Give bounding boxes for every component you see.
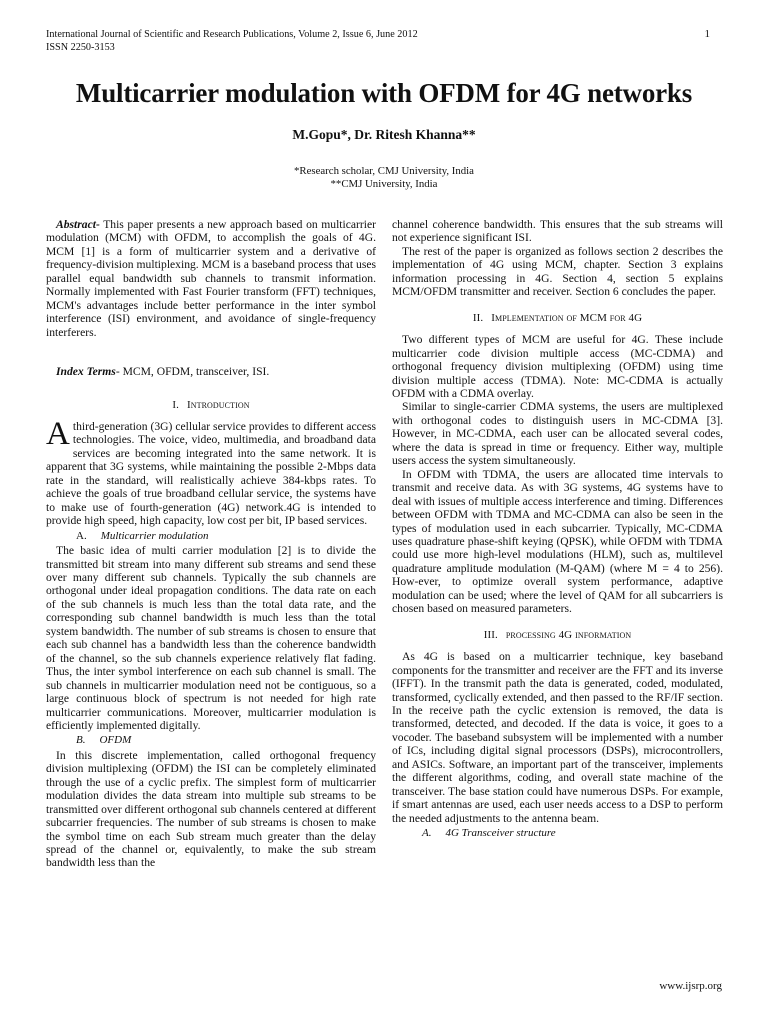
processing-paragraph: As 4G is based on a multicarrier technique, key baseband components for the transmitter and receiver are the FFT and its inverse (IFFT). In the transmit path the data is generated, coded, modulated, transformed, cyclically extended, and then passed to the RF/IF section. In the receive path the cyclic extension is removed, the data is transformed, detected, and decoded. If the data is voice, it goes to a vocoder. The baseband subsystem will be implemented with a number of ICs, including digital signal processors (DSPs), microcontrollers, and ASICs. Software, an important part of the transceiver, implements the different algorithms, coding, and overall state machine of the transceiver. The base station could have numerous DSPs. For example, if smart antennas are used, each user needs access to a DSP to perform the needed adjustments to the antenna beam. xyxy=(392,650,723,825)
implementation-paragraph-3: In OFDM with TDMA, the users are allocated time intervals to transmit and receive data. As with 3G systems, 4G systems have to deal with issues of multiple access interference and timing. Differences between OFDM with TDMA and MC-CDMA can also be seen in the types of modulation used in each subcarrier. Typically, MC-CDMA uses quadrature phase-shift keying (QPSK), while OFDM with TDMA could use more high-level modulations (HLM), such as, multilevel quadrature amplitude modulation (M-QAM) (where M = 4 to 256). How-ever, to optimize overall system performance, adaptive modulation can be used; where the level of QAM for all subcarriers is chosen based on measured parameters. xyxy=(392,467,723,616)
journal-url: www.ijsrp.org xyxy=(659,980,722,992)
subsection-heading-mcm xyxy=(76,530,376,543)
section-title: processing 4G information xyxy=(505,628,632,641)
implementation-paragraph-2: Similar to single-carrier CDMA systems, the users are multiplexed with orthogonal codes to distinguish users in MC-CDMA [3]. However, in MC-CDMA, each user can be allocated several codes, where the data is spread in time or frequency. Either way, multiple users access the system simultaneously. xyxy=(392,400,723,468)
section-title: Introduction xyxy=(186,398,250,411)
section-number: I. xyxy=(172,398,179,411)
abstract-label: Abstract- xyxy=(56,218,100,231)
paper-title: Multicarrier modulation with OFDM for 4G networks xyxy=(75,78,693,108)
journal-citation: International Journal of Scientific and Research Publications, Volume 2, Issue 6, June 2012 xyxy=(46,29,418,40)
abstract-text: This paper presents a new approach based on multicarrier modulation (MCM) with OFDM, to accomplish the goals of 4G. MCM [1] is a form of multicarrier system and a derivative of frequency-division multiplexing. MCM is a baseband process that uses parallel equal bandwidth sub channels to transmit information. Normally implemented with Fast Fourier transform (FFT) techniques, MCM's advantages include better performance in the inter symbol interference (ISI) environment, and avoidance of single-frequency interferers. xyxy=(46,218,376,339)
subsection-title: 4G Transceiver structure xyxy=(445,827,556,840)
section-heading-processing xyxy=(392,629,723,642)
section-number: II. xyxy=(472,311,484,324)
left-column xyxy=(46,218,376,870)
organization-paragraph: The rest of the paper is organized as follows section 2 describes the implementation of 4G using MCM, chapter. Section 3 explains information processing in 4G. Section 4, section 5 explains MCM/OFDM transmitter and receiver. Section 6 concludes the paper. xyxy=(392,244,723,299)
affiliation-2: **CMJ University, India xyxy=(330,178,438,190)
index-terms-text: - MCM, OFDM, transceiver, ISI. xyxy=(115,365,270,379)
continued-paragraph: channel coherence bandwidth. This ensures that the sub streams will not experience significant ISI. xyxy=(392,218,723,245)
subsection-heading-transceiver xyxy=(422,827,723,840)
implementation-paragraph-1: Two different types of MCM are useful for 4G. These include multicarrier code division multiple access (MC-CDMA) and orthogonal frequency division multiplexing (OFDM) using time division multiple access (TDMA). Note: MC-CDMA is actually OFDM with a CDMA overlay. xyxy=(392,333,723,400)
section-heading-implementation xyxy=(392,312,723,325)
page-number: 1 xyxy=(704,28,710,40)
abstract xyxy=(46,218,376,339)
subsection-number: A. xyxy=(422,827,432,840)
subsection-title: Multicarrier modulation xyxy=(100,529,209,542)
author-list: M.Gopu*, Dr. Ritesh Khanna** xyxy=(292,127,476,142)
subsection-number: A. xyxy=(76,529,87,542)
drop-cap: A xyxy=(46,415,70,452)
section-heading-introduction xyxy=(46,399,376,412)
mcm-paragraph: The basic idea of multi carrier modulation [2] is to divide the transmitted bit stream into many different sub streams and send these over many different sub channels. Typically the sub channels are orthogonal under ideal propagation conditions. The data rate on each of the sub channels is much less than the total data rate, and the corresponding sub channel bandwidth is much less than the total system bandwidth. The number of sub streams is chosen to ensure that each sub channel has a bandwidth less than the coherence bandwidth of the channel, so the sub channels experience relatively flat fading. Thus, the inter symbol interference on each sub channel is small. The sub channels in multicarrier modulation need not be contiguous, so a large continuous block of spectrum is not needed for high rate multicarrier communications. Moreover, multicarrier modulation is efficiently implemented digitally. xyxy=(46,544,376,732)
right-column xyxy=(392,218,723,841)
index-terms xyxy=(46,365,376,378)
intro-text: third-generation (3G) cellular service provides to different access technologies. The voice, video, multimedia, and broadband data services are becoming integrated into the same network. It is apparent that 3G systems, while maintaining the possible 2-Mbps data rate in the standard, will realistically achieve 384-kbps rates. To achieve the goals of true broadband cellular service, the systems have to make use of fourth-generation (4G) network.4G is intended to provide high speed, high capacity, low cost per bit, IP based services. xyxy=(46,419,376,528)
section-title: Implementation of MCM for 4G xyxy=(491,311,643,324)
index-terms-label: Index Terms xyxy=(56,365,116,379)
issn: ISSN 2250-3153 xyxy=(46,42,115,53)
subsection-heading-ofdm xyxy=(76,734,376,747)
affiliations xyxy=(0,165,768,191)
subsection-number: B. xyxy=(76,734,86,747)
subsection-title: OFDM xyxy=(99,734,132,747)
section-number: III. xyxy=(483,628,498,641)
affiliation-1: *Research scholar, CMJ University, India xyxy=(294,165,474,177)
intro-paragraph xyxy=(46,415,376,528)
running-header xyxy=(46,28,418,54)
ofdm-paragraph: In this discrete implementation, called orthogonal frequency division multiplexing (OFDM) the ISI can be completely eliminated through the use of a cyclic prefix. The simplest form of multicarrier modulation divides the data stream into multiple sub streams to be transmitted over different orthogonal sub channels centered at different subcarrier frequencies. The number of sub streams is chosen to make the symbol time on each Sub stream much greater than the delay spread of the channel or, equivalently, to make the sub stream bandwidth less than the xyxy=(46,748,376,870)
